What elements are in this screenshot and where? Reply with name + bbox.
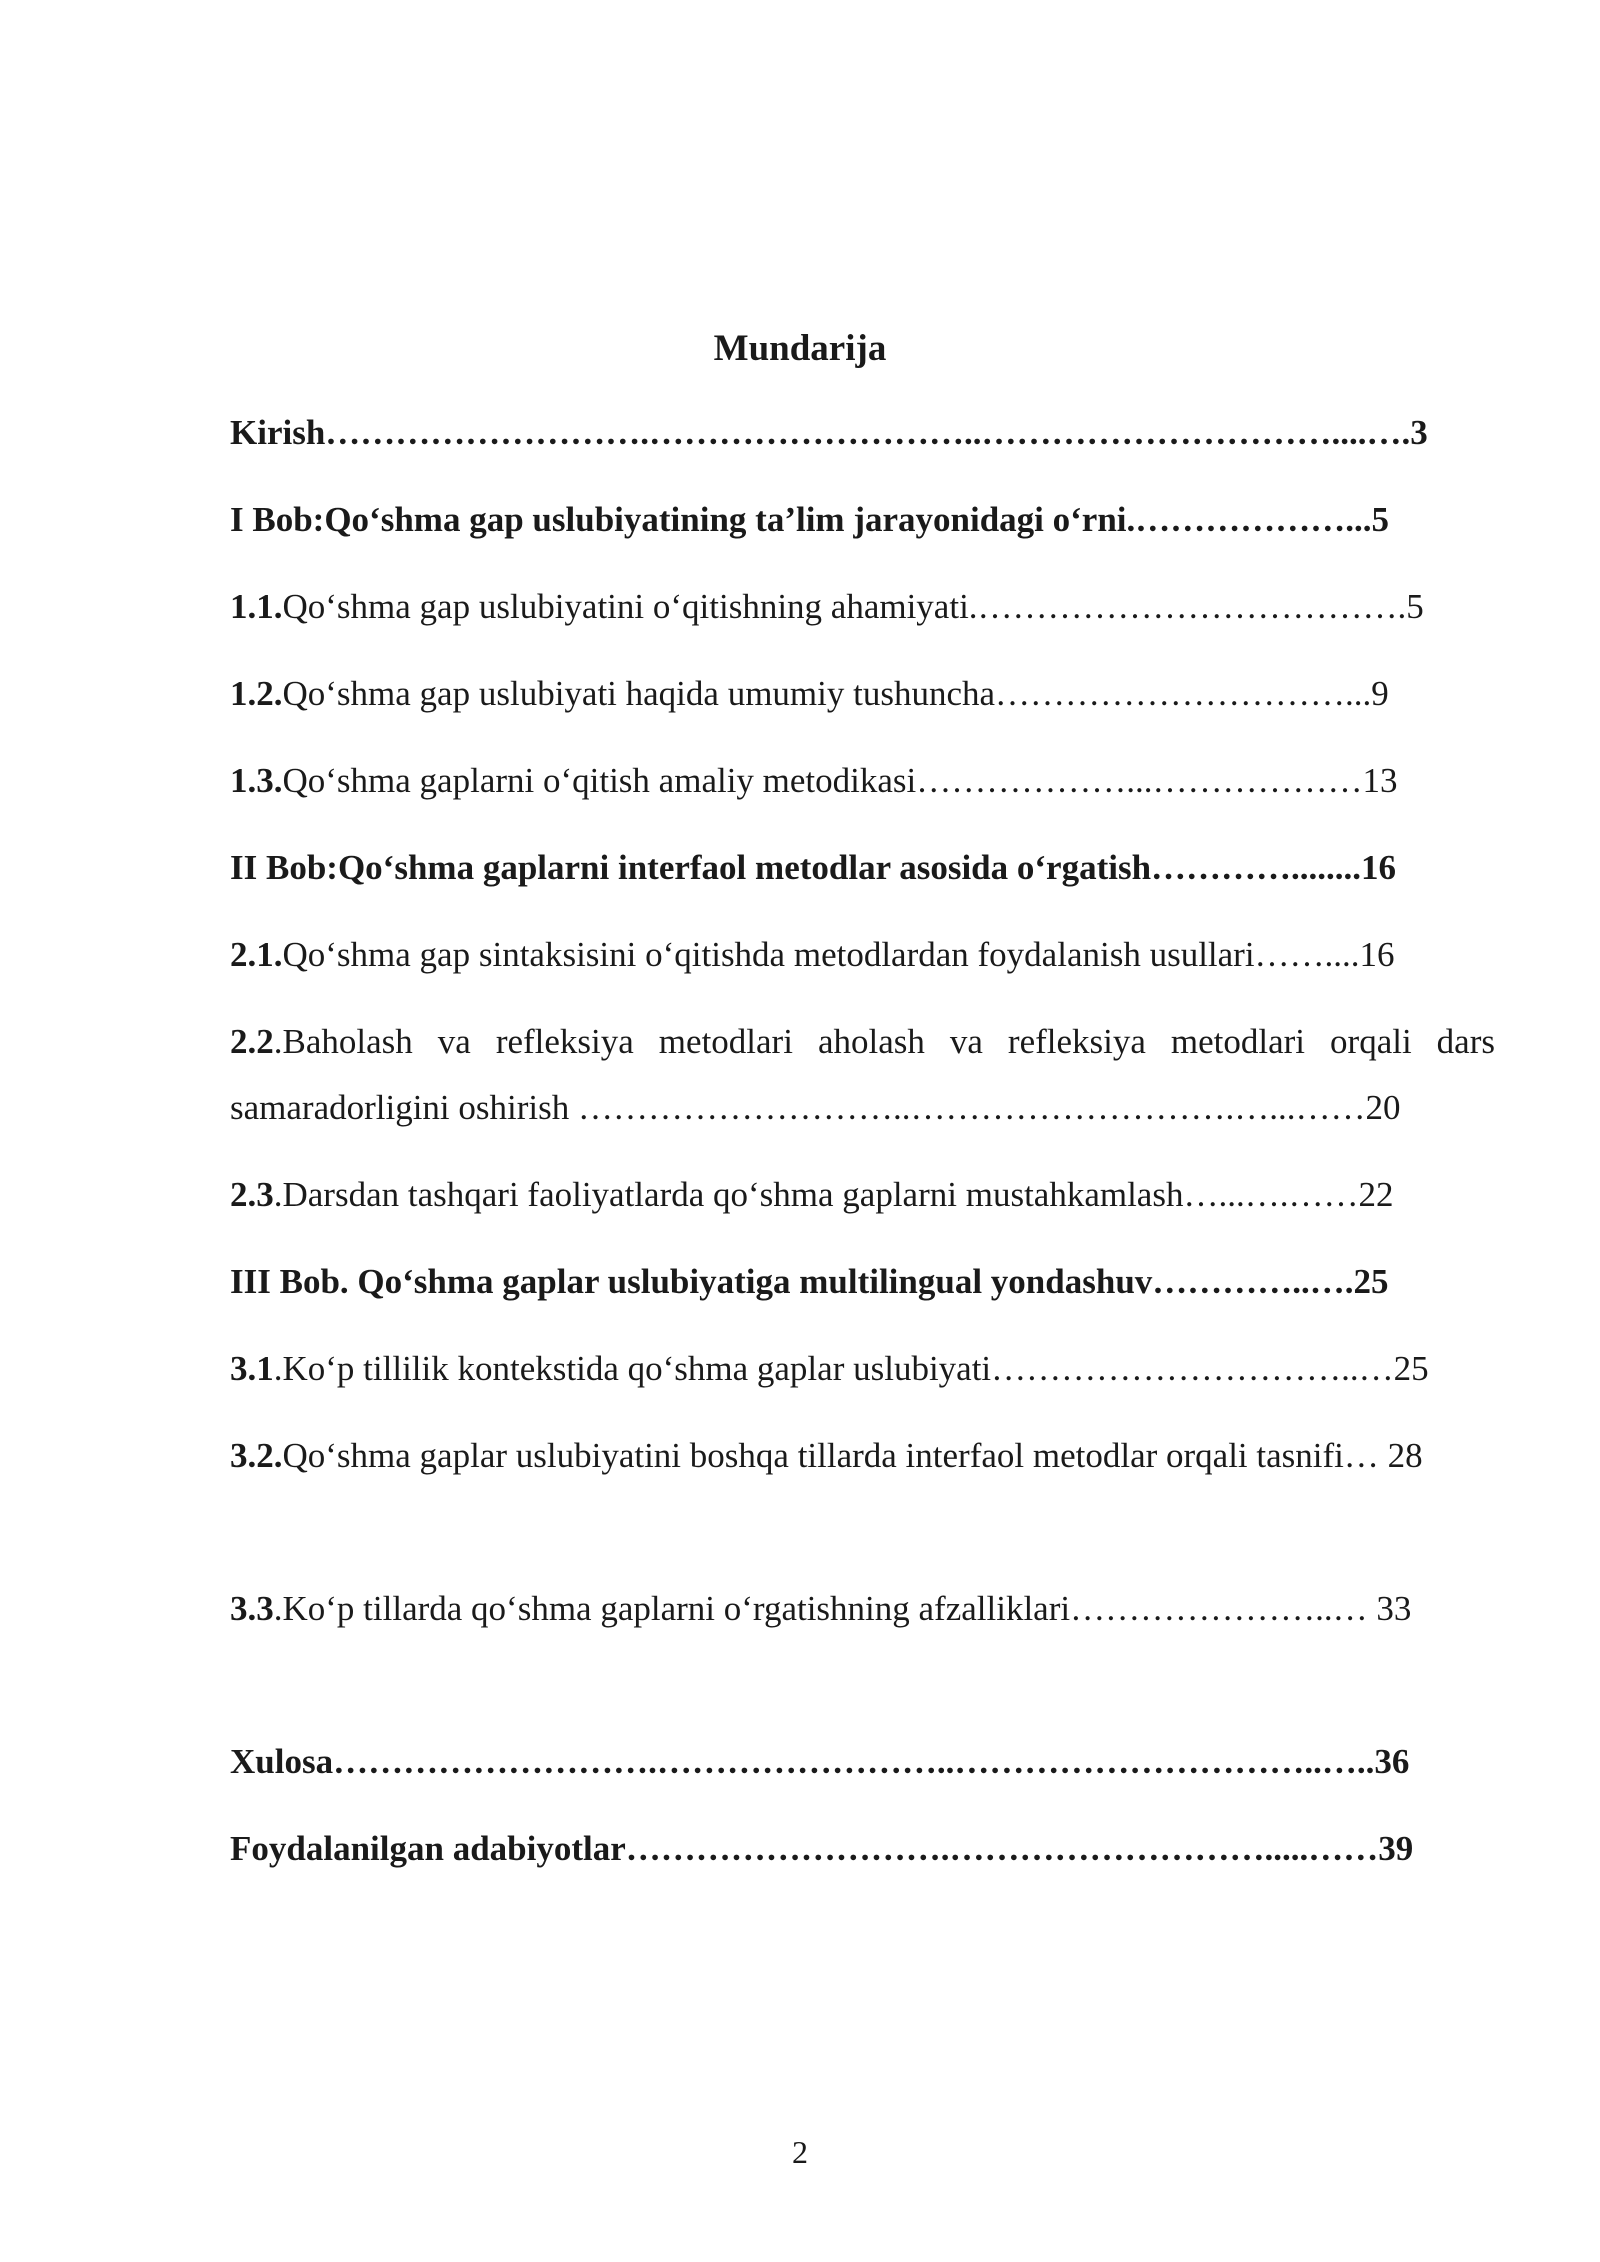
toc-entry-text: .Darsdan tashqari faoliyatlarda qo‘shma gaplarni mustahkamlash…...….……22 xyxy=(273,1175,1394,1214)
toc-entry-text: Foydalanilgan adabiyotlar……………………….……………………….....……39 xyxy=(230,1829,1414,1868)
toc-entry-number: 1.1. xyxy=(230,587,283,626)
toc-entry-number: 2.3 xyxy=(230,1175,274,1214)
toc-entry-text: III Bob. Qo‘shma gaplar uslubiyatiga multilingual yondashuv…………..….25 xyxy=(230,1262,1389,1301)
toc-entry-2-3 xyxy=(230,1162,1495,1228)
toc-entry-text: Xulosa……………………….……………………..…………………………..…..36 xyxy=(230,1742,1410,1781)
toc-entry-text: .Baholash va refleksiya metodlari aholash va refleksiya metodlari orqali dars samaradorligini oshirish ………………………..……………………….…...……20 xyxy=(230,1022,1495,1127)
page-title: Mundarija xyxy=(713,328,887,369)
toc-entry-chapter-1 xyxy=(230,487,1495,553)
toc-entry-xulosa xyxy=(230,1729,1495,1795)
toc-entry-text: II Bob:Qo‘shma gaplarni interfaol metodlar asosida o‘rgatish…………........16 xyxy=(230,848,1397,887)
toc-entry-2-2 xyxy=(230,1009,1495,1141)
toc-entry-number: 2.1. xyxy=(230,935,283,974)
toc-entry-text: Kirish……………………….………………………..…………………………....….3 xyxy=(230,413,1428,452)
toc-entry-text: .Ko‘p tillilik kontekstida qo‘shma gaplar uslubiyati…………………………..…25 xyxy=(273,1349,1429,1388)
toc-entry-1-3 xyxy=(230,748,1495,814)
toc-entry-1-2 xyxy=(230,661,1495,727)
toc-entry-1-1 xyxy=(230,574,1495,640)
toc-entry-text: Qo‘shma gap uslubiyatini o‘qitishning ahamiyati.……………………………….5 xyxy=(282,587,1424,626)
toc-entry-number: 3.3 xyxy=(230,1589,274,1628)
toc-entry-references xyxy=(230,1816,1495,1882)
toc-entry-number: 1.2. xyxy=(230,674,283,713)
toc-entry-number: 3.2. xyxy=(230,1436,283,1475)
toc-entry-text: Qo‘shma gap sintaksisini o‘qitishda metodlardan foydalanish usullari……....16 xyxy=(282,935,1395,974)
toc-entry-text: Qo‘shma gap uslubiyati haqida umumiy tushuncha…………………………...9 xyxy=(282,674,1389,713)
toc-entry-text: I Bob:Qo‘shma gap uslubiyatining ta’lim jarayonidagi o‘rni.………………...5 xyxy=(230,500,1390,539)
toc-entry-text: Qo‘shma gaplar uslubiyatini boshqa tillarda interfaol metodlar orqali tasnifi… 28 xyxy=(282,1436,1423,1475)
toc-entry-3-1 xyxy=(230,1336,1495,1402)
toc-entry-number: 3.1 xyxy=(230,1349,274,1388)
toc-entry-chapter-2 xyxy=(230,835,1495,901)
toc-entry-kirish xyxy=(230,400,1495,466)
page-number: 2 xyxy=(792,2134,808,2170)
toc-entry-2-1 xyxy=(230,922,1495,988)
toc-entry-number: 1.3. xyxy=(230,761,283,800)
toc-entry-3-3 xyxy=(230,1576,1495,1642)
toc-entry-chapter-3 xyxy=(230,1249,1495,1315)
toc-entry-text: .Ko‘p tillarda qo‘shma gaplarni o‘rgatishning afzalliklari…………………..… 33 xyxy=(273,1589,1412,1628)
toc-entry-3-2 xyxy=(230,1423,1495,1489)
toc-entry-number: 2.2 xyxy=(230,1022,274,1061)
toc-entry-text: Qo‘shma gaplarni o‘qitish amaliy metodikasi………………...………………13 xyxy=(282,761,1398,800)
